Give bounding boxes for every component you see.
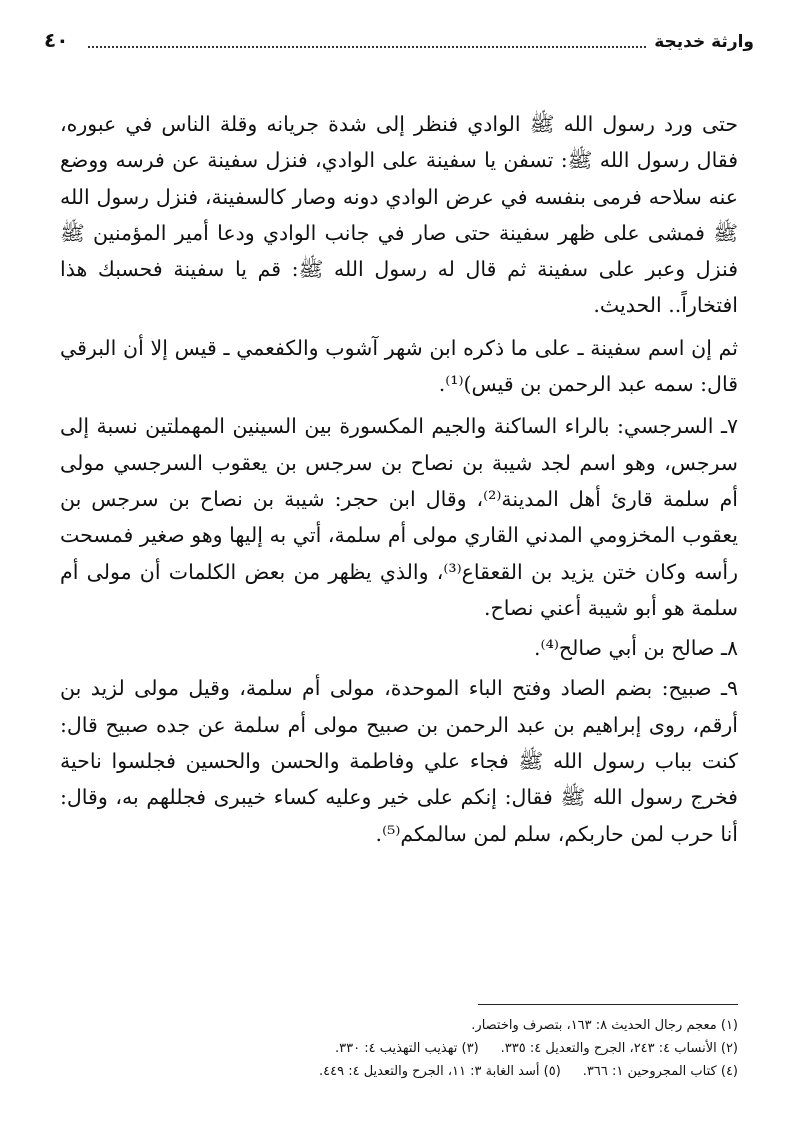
- paragraph-sarjasi: ٧ـ السرجسي: بالراء الساكنة والجيم المكسورة بين السينين المهملتين نسبة إلى سرجس، وهو اسم لجد شيبة بن نصاح بن سرجس بن يعقوب السرجسي مولى أم سلمة قارئ أهل المدينة⁽²⁾، وقال ابن حجر: شيبة بن نصاح بن سرجس بن يعقوب المخزومي المدني القاري مولى أم سلمة، أتي به إليها وهو صغير فمسحت رأسه وكان ختن يزيد بن القعقاع⁽³⁾، والذي يظهر من بعض الكلمات أن مولى أم سلمة هو أبو شيبة أعني نصاح.: [60, 414, 738, 620]
- paragraph-subayh: ٩ـ صبيح: بضم الصاد وفتح الباء الموحدة، مولى أم سلمة، وقيل مولى لزيد بن أرقم، روى إبراهيم بن عبد الرحمن بن صبيح مولى أم سلمة عن جده صبيح قال: كنت بباب رسول الله ﷺ فجاء علي وفاطمة والحسن والحسين فجلسوا ناحية فخرج رسول الله ﷺ فقال: إنكم على خير وعليه كساء خيبرى فجللهم به، وقال: أنا حرب لمن حاربكم، سلم لمن سالمكم⁽⁵⁾.: [60, 676, 738, 846]
- running-header: [44, 30, 754, 60]
- running-title: وارثة خديجة: [654, 32, 754, 52]
- footnote-row: [60, 1060, 738, 1083]
- main-text: [60, 106, 738, 856]
- footnotes: [60, 1014, 738, 1083]
- footnote-1: (١) معجم رجال الحديث ٨: ١٦٣، بتصرف واختصار.: [471, 1018, 738, 1033]
- footnote-row: [60, 1037, 738, 1060]
- footnote-5: (٥) أسد الغابة ٣: ١١، الجرح والتعديل ٤: ٤٤٩.: [318, 1064, 561, 1079]
- footnote-4: (٤) كتاب المجروحين ١: ٣٦٦.: [582, 1064, 738, 1079]
- page-number: ٤٠: [44, 28, 69, 52]
- paragraph-safina-name: ثم إن اسم سفينة ـ على ما ذكره ابن شهر آشوب والكفعمي ـ قيس إلا أن البرقي قال: سمه عبد الرحمن بن قيس)⁽¹⁾.: [60, 335, 738, 397]
- header-dotted-leader: [88, 46, 646, 48]
- footnote-separator: [478, 1004, 738, 1005]
- footnote-2: (٢) الأنساب ٤: ٢٤٣، الجرح والتعديل ٤: ٣٣٥.: [500, 1041, 738, 1056]
- footnote-3: (٣) تهذيب التهذيب ٤: ٣٣٠.: [335, 1041, 479, 1056]
- footnote-row: [60, 1014, 738, 1037]
- paragraph-salih: ٨ـ صالح بن أبي صالح⁽⁴⁾.: [534, 636, 738, 661]
- paragraph-safina-story: حتى ورد رسول الله ﷺ الوادي فنظر إلى شدة جريانه وقلة الناس في عبوره، فقال رسول الله ﷺ: تسفن يا سفينة على الوادي، فنزل سفينة عن فرسه ووضع عنه سلاحه فرمى بنفسه في عرض الوادي دونه وصار كالسفينة، فنزل رسول الله ﷺ فمشى على ظهر سفينة حتى صار في جانب الوادي ودعا أمير المؤمنين ﷺ فنزل وعبر على سفينة ثم قال له رسول الله ﷺ: قم يا سفينة فحسبك هذا افتخاراً.. الحديث.: [60, 112, 738, 318]
